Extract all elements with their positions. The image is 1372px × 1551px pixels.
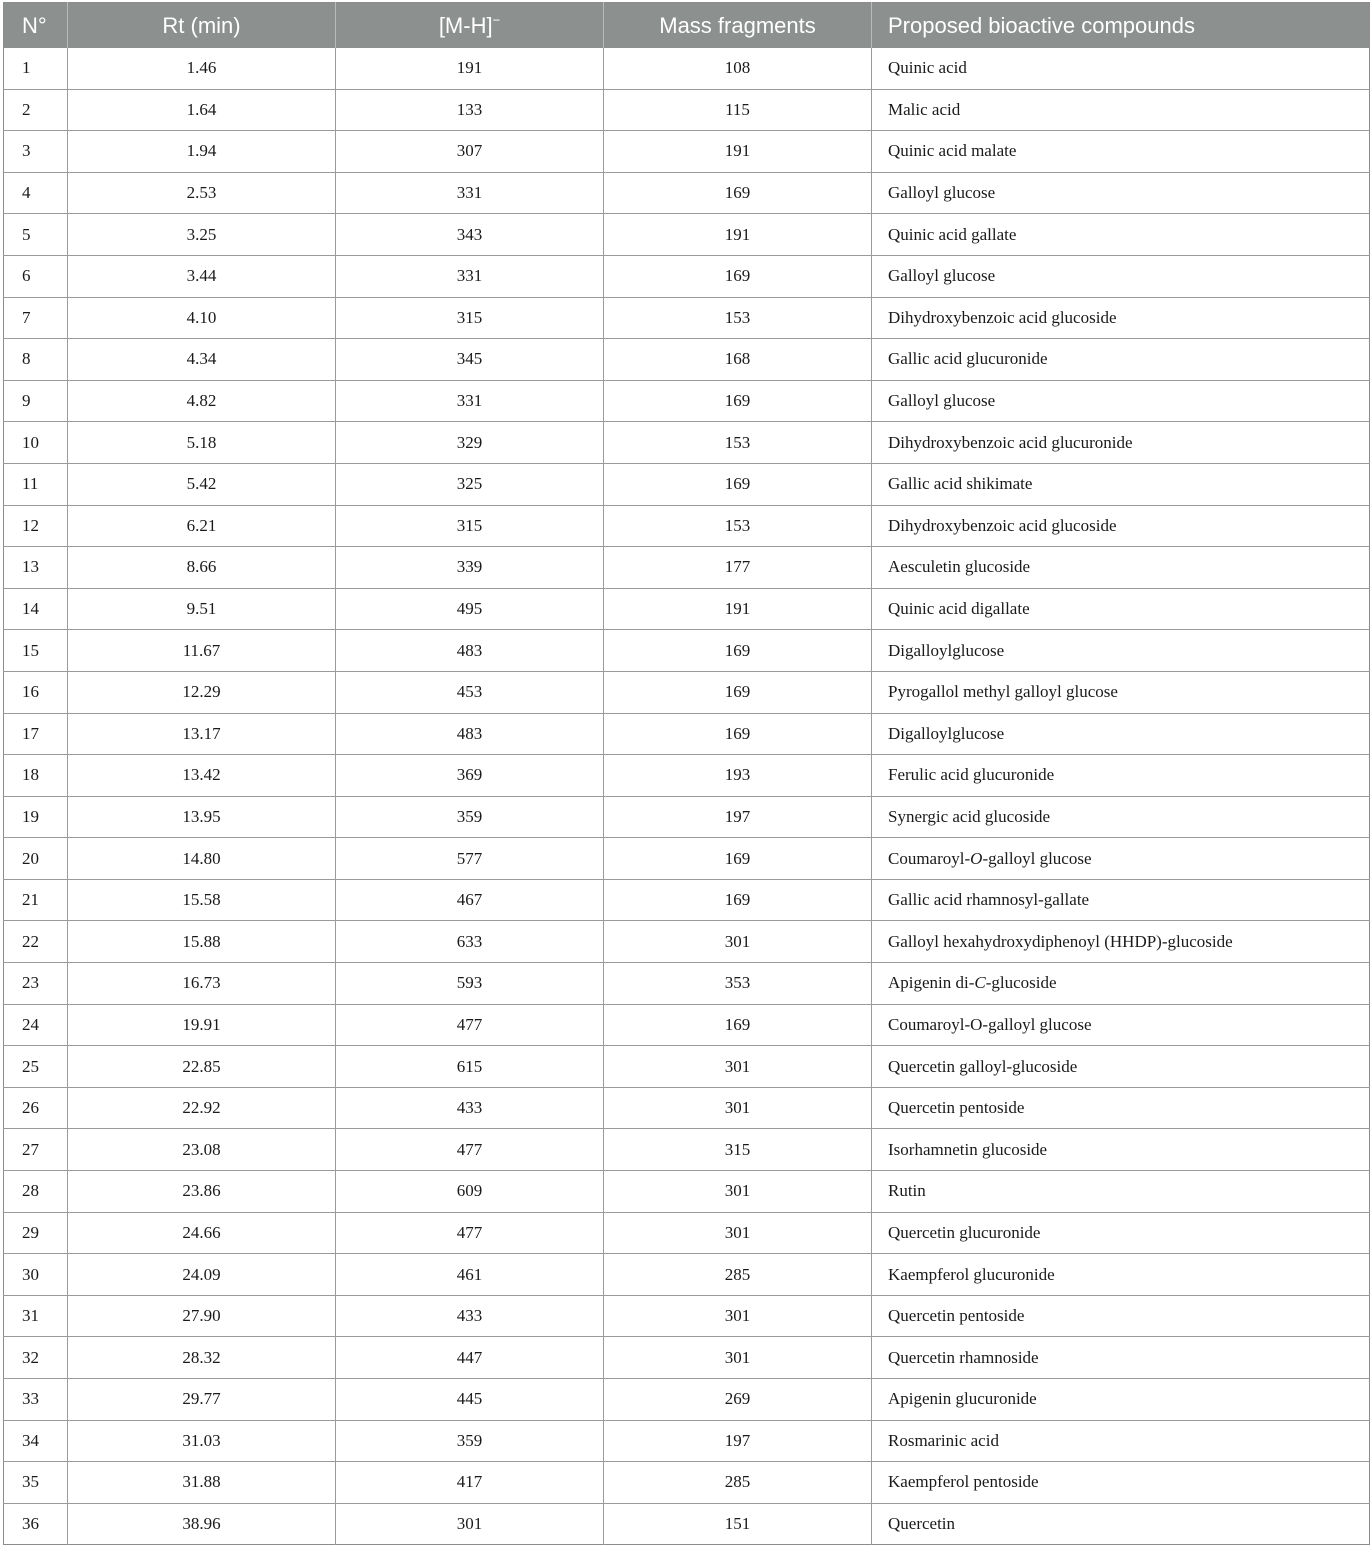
cell-number: 4	[4, 172, 68, 214]
cell-mass-fragment: 169	[604, 1004, 872, 1046]
cell-mass-fragment: 151	[604, 1503, 872, 1545]
cell-retention-time: 3.25	[68, 214, 336, 256]
table-row	[4, 48, 1370, 89]
cell-mass-fragment: 153	[604, 297, 872, 339]
cell-compound: Quercetin pentoside	[872, 1295, 1370, 1337]
cell-number: 35	[4, 1462, 68, 1504]
table-row	[4, 755, 1370, 797]
header-mh-ion	[336, 3, 604, 49]
cell-number: 17	[4, 713, 68, 755]
cell-mass-fragment: 169	[604, 255, 872, 297]
cell-mh-ion: 331	[336, 255, 604, 297]
table-row	[4, 921, 1370, 963]
table-row	[4, 588, 1370, 630]
cell-compound: Galloyl glucose	[872, 172, 1370, 214]
cell-mass-fragment: 169	[604, 463, 872, 505]
cell-number: 5	[4, 214, 68, 256]
cell-number: 12	[4, 505, 68, 547]
table-row	[4, 380, 1370, 422]
cell-compound: Ferulic acid glucuronide	[872, 755, 1370, 797]
cell-number: 32	[4, 1337, 68, 1379]
table-row	[4, 796, 1370, 838]
cell-compound: Galloyl hexahydroxydiphenoyl (HHDP)-glucoside	[872, 921, 1370, 963]
cell-retention-time: 14.80	[68, 838, 336, 880]
cell-mh-ion: 325	[336, 463, 604, 505]
header-mass-fragments: Mass fragments	[604, 3, 872, 49]
cell-mass-fragment: 168	[604, 339, 872, 381]
cell-compound: Gallic acid rhamnosyl-gallate	[872, 879, 1370, 921]
cell-mh-ion: 307	[336, 131, 604, 173]
cell-retention-time: 15.88	[68, 921, 336, 963]
cell-mass-fragment: 301	[604, 1046, 872, 1088]
cell-compound	[872, 963, 1370, 1005]
cell-retention-time: 2.53	[68, 172, 336, 214]
cell-retention-time: 13.17	[68, 713, 336, 755]
cell-retention-time: 12.29	[68, 671, 336, 713]
cell-mh-ion: 345	[336, 339, 604, 381]
cell-retention-time: 1.64	[68, 89, 336, 131]
cell-retention-time: 8.66	[68, 547, 336, 589]
cell-retention-time: 11.67	[68, 630, 336, 672]
table-row	[4, 297, 1370, 339]
cell-number: 7	[4, 297, 68, 339]
cell-mh-ion: 495	[336, 588, 604, 630]
cell-compound: Quercetin rhamnoside	[872, 1337, 1370, 1379]
cell-number: 9	[4, 380, 68, 422]
table-row	[4, 879, 1370, 921]
compound-italic-part: O	[970, 848, 983, 868]
table-row	[4, 1295, 1370, 1337]
table-row	[4, 1462, 1370, 1504]
cell-retention-time: 1.46	[68, 48, 336, 89]
cell-compound: Quercetin	[872, 1503, 1370, 1545]
cell-mass-fragment: 169	[604, 713, 872, 755]
cell-number: 34	[4, 1420, 68, 1462]
header-mh-base: [M-H]	[438, 13, 493, 38]
cell-number: 11	[4, 463, 68, 505]
cell-retention-time: 15.58	[68, 879, 336, 921]
cell-compound: Digalloylglucose	[872, 630, 1370, 672]
cell-compound: Malic acid	[872, 89, 1370, 131]
cell-number: 28	[4, 1171, 68, 1213]
cell-number: 24	[4, 1004, 68, 1046]
cell-compound: Quinic acid digallate	[872, 588, 1370, 630]
cell-number: 26	[4, 1087, 68, 1129]
cell-mass-fragment: 301	[604, 1171, 872, 1213]
cell-compound: Quercetin pentoside	[872, 1087, 1370, 1129]
cell-compound: Quercetin galloyl-glucoside	[872, 1046, 1370, 1088]
cell-mh-ion: 433	[336, 1295, 604, 1337]
cell-compound: Dihydroxybenzoic acid glucoside	[872, 297, 1370, 339]
cell-mh-ion: 329	[336, 422, 604, 464]
table-row	[4, 255, 1370, 297]
cell-number: 2	[4, 89, 68, 131]
cell-number: 20	[4, 838, 68, 880]
cell-mass-fragment: 301	[604, 1295, 872, 1337]
table-row	[4, 1212, 1370, 1254]
cell-number: 36	[4, 1503, 68, 1545]
cell-compound: Apigenin glucuronide	[872, 1379, 1370, 1421]
cell-mass-fragment: 169	[604, 671, 872, 713]
header-row	[4, 3, 1370, 49]
compound-part: Apigenin di-	[888, 973, 975, 993]
compound-part: -galloyl glucose	[982, 848, 1092, 868]
cell-compound: Isorhamnetin glucoside	[872, 1129, 1370, 1171]
cell-number: 19	[4, 796, 68, 838]
cell-number: 31	[4, 1295, 68, 1337]
cell-retention-time: 29.77	[68, 1379, 336, 1421]
cell-mh-ion: 577	[336, 838, 604, 880]
cell-number: 23	[4, 963, 68, 1005]
table-row	[4, 630, 1370, 672]
cell-mh-ion: 445	[336, 1379, 604, 1421]
cell-mass-fragment: 115	[604, 89, 872, 131]
cell-number: 21	[4, 879, 68, 921]
table-row	[4, 1337, 1370, 1379]
cell-retention-time: 23.86	[68, 1171, 336, 1213]
cell-number: 10	[4, 422, 68, 464]
cell-mh-ion: 477	[336, 1129, 604, 1171]
cell-mh-ion: 477	[336, 1212, 604, 1254]
header-number: N°	[4, 3, 68, 49]
cell-mh-ion: 483	[336, 630, 604, 672]
table-row	[4, 1420, 1370, 1462]
cell-mh-ion: 359	[336, 796, 604, 838]
cell-retention-time: 5.42	[68, 463, 336, 505]
table-row	[4, 172, 1370, 214]
table-row	[4, 1254, 1370, 1296]
cell-compound: Digalloylglucose	[872, 713, 1370, 755]
cell-mh-ion: 369	[336, 755, 604, 797]
cell-mh-ion: 433	[336, 1087, 604, 1129]
table-row	[4, 89, 1370, 131]
cell-mass-fragment: 269	[604, 1379, 872, 1421]
cell-number: 29	[4, 1212, 68, 1254]
cell-number: 18	[4, 755, 68, 797]
table-header	[4, 3, 1370, 49]
table-row	[4, 547, 1370, 589]
cell-compound: Quinic acid	[872, 48, 1370, 89]
cell-compound: Galloyl glucose	[872, 380, 1370, 422]
table-row	[4, 339, 1370, 381]
table-row	[4, 1171, 1370, 1213]
header-mh-superscript: −	[492, 12, 501, 28]
cell-retention-time: 3.44	[68, 255, 336, 297]
cell-mass-fragment: 191	[604, 214, 872, 256]
cell-mass-fragment: 301	[604, 1087, 872, 1129]
cell-compound: Kaempferol glucuronide	[872, 1254, 1370, 1296]
cell-mass-fragment: 301	[604, 1212, 872, 1254]
cell-compound: Pyrogallol methyl galloyl glucose	[872, 671, 1370, 713]
table-row	[4, 1379, 1370, 1421]
cell-mh-ion: 615	[336, 1046, 604, 1088]
cell-mh-ion: 331	[336, 380, 604, 422]
cell-retention-time: 13.95	[68, 796, 336, 838]
cell-retention-time: 1.94	[68, 131, 336, 173]
cell-mass-fragment: 177	[604, 547, 872, 589]
cell-retention-time: 31.03	[68, 1420, 336, 1462]
table-row	[4, 1503, 1370, 1545]
cell-mh-ion: 343	[336, 214, 604, 256]
cell-mh-ion: 133	[336, 89, 604, 131]
table-row	[4, 505, 1370, 547]
cell-mass-fragment: 169	[604, 838, 872, 880]
cell-compound: Dihydroxybenzoic acid glucuronide	[872, 422, 1370, 464]
cell-mh-ion: 461	[336, 1254, 604, 1296]
cell-compound: Gallic acid shikimate	[872, 463, 1370, 505]
cell-mh-ion: 315	[336, 505, 604, 547]
cell-mh-ion: 453	[336, 671, 604, 713]
cell-number: 6	[4, 255, 68, 297]
cell-retention-time: 23.08	[68, 1129, 336, 1171]
cell-retention-time: 4.82	[68, 380, 336, 422]
table-row	[4, 131, 1370, 173]
cell-compound: Quinic acid malate	[872, 131, 1370, 173]
cell-number: 30	[4, 1254, 68, 1296]
cell-retention-time: 22.85	[68, 1046, 336, 1088]
cell-mass-fragment: 285	[604, 1254, 872, 1296]
cell-mass-fragment: 191	[604, 131, 872, 173]
cell-mass-fragment: 197	[604, 796, 872, 838]
table-body	[4, 48, 1370, 1545]
cell-compound: Synergic acid glucoside	[872, 796, 1370, 838]
table-row	[4, 214, 1370, 256]
cell-number: 1	[22, 58, 31, 78]
cell-mh-ion: 467	[336, 879, 604, 921]
cell-compound: Rutin	[872, 1171, 1370, 1213]
cell-number: 15	[4, 630, 68, 672]
cell-mh-ion: 301	[336, 1503, 604, 1545]
cell-retention-time: 27.90	[68, 1295, 336, 1337]
cell-mass-fragment: 169	[604, 172, 872, 214]
cell-mh-ion: 417	[336, 1462, 604, 1504]
cell-mass-fragment: 169	[604, 630, 872, 672]
compound-part: -glucoside	[985, 973, 1057, 993]
cell-mh-ion: 593	[336, 963, 604, 1005]
cell-mass-fragment: 197	[604, 1420, 872, 1462]
cell-number: 25	[4, 1046, 68, 1088]
cell-mh-ion: 315	[336, 297, 604, 339]
cell-retention-time: 5.18	[68, 422, 336, 464]
cell-mh-ion: 359	[336, 1420, 604, 1462]
cell-retention-time: 38.96	[68, 1503, 336, 1545]
cell-number: 8	[4, 339, 68, 381]
cell-compound: Quercetin glucuronide	[872, 1212, 1370, 1254]
table-row	[4, 422, 1370, 464]
compound-part: Coumaroyl-	[888, 848, 971, 868]
cell-number: 27	[4, 1129, 68, 1171]
cell-compound: Quinic acid gallate	[872, 214, 1370, 256]
cell-retention-time: 4.34	[68, 339, 336, 381]
cell-mass-fragment: 169	[604, 879, 872, 921]
cell-mass-fragment: 108	[604, 48, 872, 89]
compound-italic-part: C	[974, 973, 986, 993]
table-row	[4, 1087, 1370, 1129]
cell-mh-ion: 477	[336, 1004, 604, 1046]
cell-mass-fragment: 301	[604, 921, 872, 963]
table-row	[4, 713, 1370, 755]
cell-retention-time: 24.66	[68, 1212, 336, 1254]
table-row	[4, 838, 1370, 880]
cell-number: 3	[4, 131, 68, 173]
cell-retention-time: 22.92	[68, 1087, 336, 1129]
cell-mass-fragment: 191	[604, 588, 872, 630]
cell-compound: Coumaroyl-O-galloyl glucose	[872, 1004, 1370, 1046]
cell-number: 16	[4, 671, 68, 713]
cell-mass-fragment: 153	[604, 422, 872, 464]
table-row	[4, 1046, 1370, 1088]
cell-compound: Rosmarinic acid	[872, 1420, 1370, 1462]
cell-mass-fragment: 353	[604, 963, 872, 1005]
cell-mass-fragment: 315	[604, 1129, 872, 1171]
cell-compound: Galloyl glucose	[872, 255, 1370, 297]
cell-retention-time: 28.32	[68, 1337, 336, 1379]
table-row	[4, 1004, 1370, 1046]
cell-mh-ion: 633	[336, 921, 604, 963]
cell-compound: Aesculetin glucoside	[872, 547, 1370, 589]
cell-retention-time: 6.21	[68, 505, 336, 547]
table-row	[4, 463, 1370, 505]
cell-retention-time: 13.42	[68, 755, 336, 797]
cell-mh-ion: 339	[336, 547, 604, 589]
cell-mh-ion: 609	[336, 1171, 604, 1213]
cell-compound: Dihydroxybenzoic acid glucoside	[872, 505, 1370, 547]
cell-mass-fragment: 301	[604, 1337, 872, 1379]
cell-mh-ion: 483	[336, 713, 604, 755]
cell-mass-fragment: 193	[604, 755, 872, 797]
cell-retention-time: 16.73	[68, 963, 336, 1005]
cell-compound: Gallic acid glucuronide	[872, 339, 1370, 381]
cell-number: 33	[4, 1379, 68, 1421]
cell-mh-ion: 447	[336, 1337, 604, 1379]
cell-number: 14	[4, 588, 68, 630]
cell-retention-time: 9.51	[68, 588, 336, 630]
table-row	[4, 963, 1370, 1005]
header-proposed-compounds: Proposed bioactive compounds	[872, 3, 1370, 49]
header-retention-time: Rt (min)	[68, 3, 336, 49]
cell-number: 22	[4, 921, 68, 963]
cell-mass-fragment: 153	[604, 505, 872, 547]
cell-retention-time: 19.91	[68, 1004, 336, 1046]
table-row	[4, 671, 1370, 713]
cell-mass-fragment: 169	[604, 380, 872, 422]
cell-retention-time: 4.10	[68, 297, 336, 339]
compounds-table	[3, 2, 1370, 1545]
cell-compound: Kaempferol pentoside	[872, 1462, 1370, 1504]
cell-retention-time: 31.88	[68, 1462, 336, 1504]
cell-compound	[872, 838, 1370, 880]
cell-mh-ion: 331	[336, 172, 604, 214]
cell-mass-fragment: 285	[604, 1462, 872, 1504]
cell-number: 13	[4, 547, 68, 589]
cell-mh-ion: 191	[336, 48, 604, 89]
table-row	[4, 1129, 1370, 1171]
cell-retention-time: 24.09	[68, 1254, 336, 1296]
